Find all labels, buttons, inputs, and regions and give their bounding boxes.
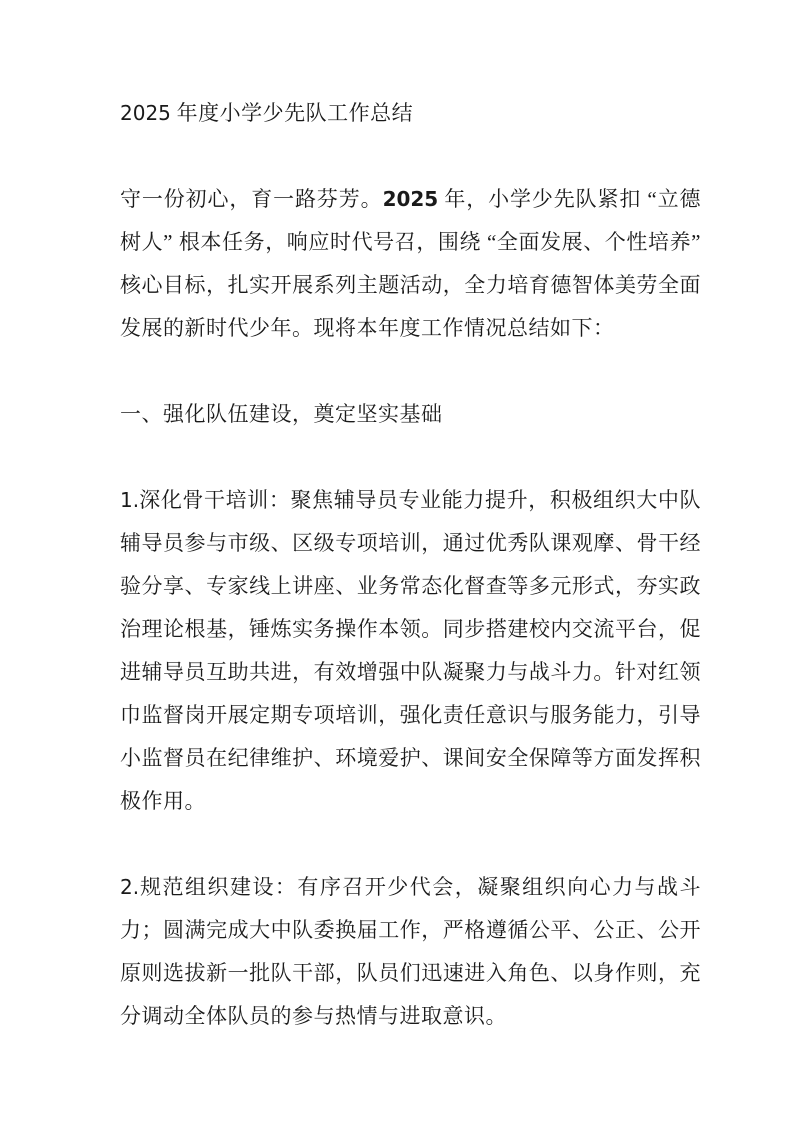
section-1-item-2-text: 规范组织建设：有序召开少代会，凝聚组织向心力与战斗力；圆满完成大中队委换届工作，严格遵循公平、公正、公开原则选拔新一批队干部，队员们迅速进入角色、以身作则，充分调动全体队员的参与热情与进取意识。 [120,875,701,1028]
section-1-item-2 [120,866,701,1038]
document-title [120,92,701,135]
intro-lead: 守一份初心，育一路芬芳。 [120,187,383,211]
section-1-item-1-text: 深化骨干培训：聚焦辅导员专业能力提升，积极组织大中队辅导员参与市级、区级专项培训，通过优秀队课观摩、骨干经验分享、专家线上讲座、业务常态化督查等多元形式，夯实政治理论根基，锤炼实务操作本领。同步搭建校内交流平台，促进辅导员互助共进，有效增强中队凝聚力与战斗力。针对红领巾监督岗开展定期专项培训，强化责任意识与服务能力，引导小监督员在纪律维护、环境爱护、课间安全保障等方面发挥积极作用。 [120,488,701,813]
section-1-item-1-number: 1. [120,488,140,512]
document-title-year: 2025 [120,101,171,125]
section-1-item-1 [120,479,701,823]
section-1-item-2-number: 2. [120,875,140,899]
section-1-heading: 一、强化队伍建设，奠定坚实基础 [120,402,443,426]
document-title-text: 年度小学少先队工作总结 [170,101,414,125]
intro-year: 2025 [382,187,439,211]
intro-paragraph [120,178,701,350]
intro-rest: 年，小学少先队紧扣 “立德树人” 根本任务，响应时代号召，围绕 “全面发展、个性培养” 核心目标，扎实开展系列主题活动，全力培育德智体美劳全面发展的新时代少年。现将本年度工作情况总结如下： [120,187,701,340]
